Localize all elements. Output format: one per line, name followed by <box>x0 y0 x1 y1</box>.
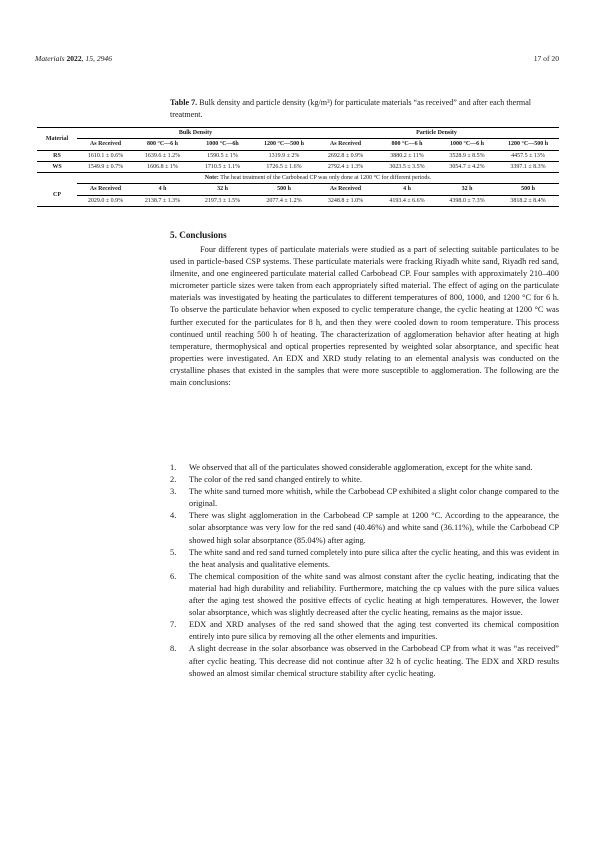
table-cell: 2138.7 ± 1.3% <box>134 195 191 206</box>
row-label: RS <box>37 150 77 161</box>
journal-volume: 15 <box>85 54 94 63</box>
table-caption <box>170 97 560 122</box>
table-cell: 3248.8 ± 1.0% <box>314 195 377 206</box>
table-group-header-row <box>37 128 559 139</box>
column-header: As Received <box>77 139 134 150</box>
list-item <box>170 547 559 571</box>
column-header: 1000 °C—6h <box>191 139 254 150</box>
column-header: As Received <box>314 184 377 195</box>
list-item <box>170 474 559 486</box>
list-text: There was slight agglomeration in the Carbobead CP sample at 1200 °C. According to the appearance, the solar absorptance was very low for the red sand (40.46%) and white sand (36.11%), while the Carbobead CP showed high solar absorptance (85.04%) after aging. <box>189 511 559 545</box>
list-text: The chemical composition of the white sand was almost constant after the cyclic heating, indicating that the material had high durability and reliability. Furthermore, matching the cp values with the pure silica values after the aging test showed the positive effects of cyclic heating at high temperatures. However, the lower solar absorptance, which was slightly decreased after the cyclic heating, remains as the major issue. <box>189 571 559 618</box>
table-cell: 1639.6 ± 1.2% <box>134 150 191 161</box>
table-cell: 3054.7 ± 4.2% <box>437 161 497 172</box>
table-row <box>37 195 559 206</box>
list-number: 3. <box>170 487 177 497</box>
cp-column-header-row <box>37 184 559 195</box>
table-note-label: Note: <box>204 175 219 182</box>
table-cell: 4193.4 ± 6.6% <box>377 195 437 206</box>
conclusions-list <box>170 462 559 680</box>
table-caption-text: Bulk density and particle density (kg/m³) for particulate materials “as received” and after each thermal treatment. <box>170 98 532 120</box>
table-cell: 2692.8 ± 0.9% <box>314 150 377 161</box>
list-number: 5. <box>170 547 177 557</box>
row-label: WS <box>37 161 77 172</box>
table-note <box>77 173 559 184</box>
list-text: The white sand turned more whitish, while the Carbobead CP exhibited a slight color change compared to the original. <box>189 487 559 509</box>
list-text: The color of the red sand changed entirely to white. <box>189 475 363 485</box>
column-header: 32 h <box>437 184 497 195</box>
journal-year: 2022 <box>66 54 82 63</box>
table-cell: 3818.2 ± 8.4% <box>497 195 559 206</box>
page-number: 17 of 20 <box>533 54 559 63</box>
density-table <box>37 127 559 207</box>
column-header: As Received <box>77 184 134 195</box>
table-cell: 1549.9 ± 0.7% <box>77 161 134 172</box>
list-item <box>170 486 559 510</box>
list-text: We observed that all of the particulates showed considerable agglomeration, except for the white sand. <box>189 463 533 472</box>
list-item <box>170 643 559 679</box>
table-cell: 2077.4 ± 1.2% <box>254 195 314 206</box>
table-cell: 1610.1 ± 0.6% <box>77 150 134 161</box>
column-header: As Received <box>314 139 377 150</box>
table-cell: 3397.1 ± 8.3% <box>497 161 559 172</box>
column-header: 1200 °C—500 h <box>497 139 559 150</box>
column-header: 32 h <box>191 184 254 195</box>
article-number: 2946 <box>96 54 112 63</box>
list-number: 8. <box>170 644 177 654</box>
table-cell: 2792.4 ± 1.3% <box>314 161 377 172</box>
table-row <box>37 161 559 172</box>
section-title: 5. Conclusions <box>170 230 227 240</box>
table-column-header-row <box>37 139 559 150</box>
list-number: 7. <box>170 620 177 630</box>
table-cell: 2029.0 ± 0.9% <box>77 195 134 206</box>
column-header: 1200 °C—500 h <box>254 139 314 150</box>
column-header: 800 °C—6 h <box>134 139 191 150</box>
table-cell: 4457.5 ± 13% <box>497 150 559 161</box>
list-number: 6. <box>170 571 177 581</box>
table-caption-label: Table 7. <box>170 98 198 107</box>
table-cell: 1590.5 ± 1% <box>191 150 254 161</box>
journal-citation: Materials 2022, 15, 2946 <box>35 54 112 63</box>
column-header: 500 h <box>497 184 559 195</box>
table-cell: 3880.2 ± 11% <box>377 150 437 161</box>
column-header: 800 °C—6 h <box>377 139 437 150</box>
table-note-row <box>37 173 559 184</box>
table-cell: 1606.8 ± 1% <box>134 161 191 172</box>
particle-density-header: Particle Density <box>314 128 559 139</box>
column-header: 4 h <box>377 184 437 195</box>
column-header: 500 h <box>254 184 314 195</box>
column-header: 4 h <box>134 184 191 195</box>
table-cell: 1710.5 ± 1.1% <box>191 161 254 172</box>
list-item <box>170 510 559 546</box>
page-header <box>35 54 559 63</box>
list-number: 2. <box>170 475 177 485</box>
journal-name: Materials <box>35 54 65 63</box>
list-item <box>170 619 559 643</box>
column-header: 1000 °C—6 h <box>437 139 497 150</box>
section-paragraph: Four different types of particulate materials were studied as a part of selecting suitable particulates to be used in particle-based CSP systems. These particulate materials were fracking Riyadh white sand, Riyadh red sand, ilmenite, and one engineered particulate material called Carbobead CP. Four samples with approximately 210–400 micrometer particle sizes were taken from each appropriately sifted material. The effect of aging on the particulate materials was investigated by heating the particulates to different temperatures of 800, 1000, and 1200 °C for 6 h. To observe the particulate behavior when exposed to cyclic temperature change, the cyclic heating at 1200 °C was further executed for the particulates for 8 h, and then they were cooled down to room temperature. This process continued until reaching 500 h of heating. The characterization of agglomeration behavior after heating at high temperature, thermophysical and optical properties represented by weighted solar absorptance, and specific heat properties were investigated. An EDX and XRD study relating to an elemental analysis was conducted on the crystalline phases that existed in the samples that were more susceptible to agglomeration. The following are the main conclusions: <box>170 245 559 388</box>
table-cell: 4398.0 ± 7.3% <box>437 195 497 206</box>
table-cell: 1319.9 ± 2% <box>254 150 314 161</box>
row-label: CP <box>37 184 77 207</box>
list-number: 4. <box>170 511 177 521</box>
list-item <box>170 571 559 619</box>
bulk-density-header: Bulk Density <box>77 128 314 139</box>
material-header: Material <box>37 128 77 151</box>
table-cell: 3023.5 ± 3.5% <box>377 161 437 172</box>
table-note-text: The heat treatment of the Carbobead CP was only done at 1200 °C for different periods. <box>220 175 432 182</box>
list-text: EDX and XRD analyses of the red sand showed that the aging test converted its chemical composition entirely into pure silica by removing all the other elements and impurities. <box>189 620 559 642</box>
list-text: A slight decrease in the solar absorbance was observed in the Carbobead CP from what it was “as received” after cyclic heating. This decrease did not continue after 32 h of cyclic heating. The EDX and XRD results showed an almost similar chemical structure stability after cyclic heating. <box>189 644 559 678</box>
table-cell: 1726.5 ± 1.6% <box>254 161 314 172</box>
list-item <box>170 462 559 474</box>
list-number: 1. <box>170 463 177 472</box>
table-row <box>37 150 559 161</box>
table-cell: 2197.3 ± 1.5% <box>191 195 254 206</box>
table-cell: 3528.9 ± 8.5% <box>437 150 497 161</box>
list-text: The white sand and red sand turned completely into pure silica after the cyclic heating, and this was evident in the heat analysis and qualitative elements. <box>189 547 559 569</box>
